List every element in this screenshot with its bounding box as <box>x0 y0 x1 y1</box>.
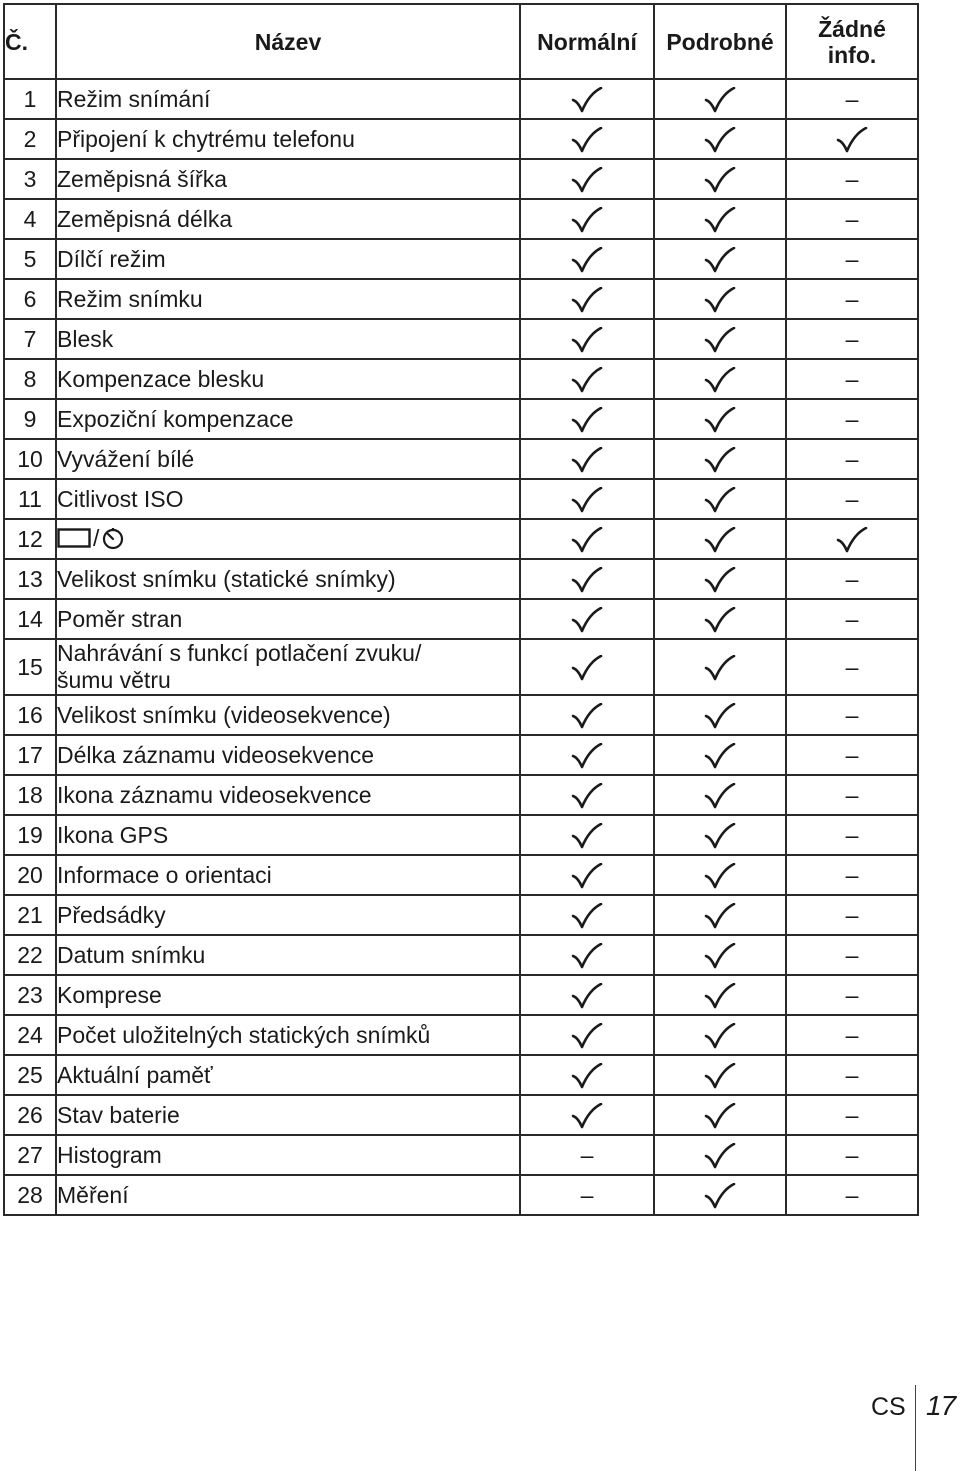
check-mark-icon <box>704 247 736 273</box>
check-mark-icon <box>571 743 603 769</box>
cell-number: 14 <box>4 599 56 639</box>
table-row <box>4 895 918 935</box>
cell-no-info <box>786 159 918 199</box>
check-mark-icon <box>571 447 603 473</box>
check-mark-icon <box>704 1063 736 1089</box>
dash-mark: – <box>845 862 859 888</box>
cell-detailed <box>654 735 786 775</box>
page-number: 17 <box>926 1390 956 1421</box>
dash-mark: – <box>845 982 859 1008</box>
check-mark-icon <box>571 1103 603 1129</box>
cell-name-line1: Nahrávání s funkcí potlačení zvuku/ <box>57 640 422 666</box>
table-row <box>4 599 918 639</box>
cell-normal <box>520 1055 654 1095</box>
check-mark-icon <box>571 943 603 969</box>
check-mark-icon <box>571 823 603 849</box>
cell-name: Velikost snímku (statické snímky) <box>56 559 520 599</box>
cell-detailed <box>654 159 786 199</box>
check-mark-icon <box>704 127 736 153</box>
dash-mark: – <box>845 286 859 312</box>
cell-name: Kompenzace blesku <box>56 359 520 399</box>
check-mark-icon <box>704 567 736 593</box>
cell-normal <box>520 695 654 735</box>
cell-number: 13 <box>4 559 56 599</box>
cell-no-info <box>786 639 918 695</box>
header-name: Název <box>56 4 520 79</box>
footer-divider <box>915 1385 916 1471</box>
check-mark-icon <box>571 207 603 233</box>
check-mark-icon <box>704 407 736 433</box>
header-detailed: Podrobné <box>654 4 786 79</box>
check-mark-icon <box>571 527 603 553</box>
cell-name: Počet uložitelných statických snímků <box>56 1015 520 1055</box>
cell-number: 24 <box>4 1015 56 1055</box>
cell-no-info <box>786 199 918 239</box>
dash-mark: – <box>845 86 859 112</box>
dash-mark: – <box>845 1102 859 1128</box>
table-row <box>4 639 918 695</box>
table-row <box>4 239 918 279</box>
check-mark-icon <box>571 1023 603 1049</box>
check-mark-icon <box>571 167 603 193</box>
table-row <box>4 439 918 479</box>
check-mark-icon <box>704 327 736 353</box>
table-row <box>4 1055 918 1095</box>
cell-normal <box>520 79 654 119</box>
cell-name: Histogram <box>56 1135 520 1175</box>
table-row <box>4 975 918 1015</box>
check-mark-icon <box>704 287 736 313</box>
cell-number: 25 <box>4 1055 56 1095</box>
cell-number: 28 <box>4 1175 56 1215</box>
cell-detailed <box>654 359 786 399</box>
check-mark-icon <box>571 567 603 593</box>
dash-mark: – <box>845 1142 859 1168</box>
cell-name: Expoziční kompenzace <box>56 399 520 439</box>
cell-name <box>56 639 520 695</box>
check-mark-icon <box>704 487 736 513</box>
cell-detailed <box>654 1175 786 1215</box>
cell-detailed <box>654 239 786 279</box>
table-row <box>4 199 918 239</box>
cell-name: Předsádky <box>56 895 520 935</box>
check-mark-icon <box>571 327 603 353</box>
check-mark-icon <box>704 1183 736 1209</box>
cell-no-info <box>786 479 918 519</box>
header-number: Č. <box>4 4 56 79</box>
check-mark-icon <box>571 127 603 153</box>
cell-number: 7 <box>4 319 56 359</box>
table-row <box>4 119 918 159</box>
cell-name: Velikost snímku (videosekvence) <box>56 695 520 735</box>
language-code: CS <box>871 1393 906 1421</box>
cell-no-info <box>786 279 918 319</box>
cell-normal <box>520 559 654 599</box>
cell-detailed <box>654 695 786 735</box>
check-mark-icon <box>704 655 736 681</box>
cell-normal <box>520 1135 654 1175</box>
drive-mode-icons <box>57 525 125 551</box>
cell-normal <box>520 855 654 895</box>
cell-detailed <box>654 1015 786 1055</box>
table-row <box>4 479 918 519</box>
table-row <box>4 359 918 399</box>
cell-name: Citlivost ISO <box>56 479 520 519</box>
cell-number: 1 <box>4 79 56 119</box>
cell-name: Ikona GPS <box>56 815 520 855</box>
check-mark-icon <box>704 983 736 1009</box>
check-mark-icon <box>704 1023 736 1049</box>
cell-number: 18 <box>4 775 56 815</box>
cell-detailed <box>654 775 786 815</box>
cell-normal <box>520 1095 654 1135</box>
cell-normal <box>520 439 654 479</box>
check-mark-icon <box>571 367 603 393</box>
cell-number: 3 <box>4 159 56 199</box>
table-row <box>4 79 918 119</box>
cell-normal <box>520 199 654 239</box>
cell-no-info <box>786 1015 918 1055</box>
check-mark-icon <box>704 903 736 929</box>
cell-normal <box>520 279 654 319</box>
cell-name: Zeměpisná délka <box>56 199 520 239</box>
table-row <box>4 935 918 975</box>
check-mark-icon <box>704 823 736 849</box>
cell-normal <box>520 519 654 559</box>
check-mark-icon <box>704 607 736 633</box>
check-mark-icon <box>836 527 868 553</box>
cell-no-info <box>786 119 918 159</box>
dash-mark: – <box>580 1182 594 1208</box>
table-row <box>4 1175 918 1215</box>
cell-number: 23 <box>4 975 56 1015</box>
cell-normal <box>520 479 654 519</box>
check-mark-icon <box>571 903 603 929</box>
dash-mark: – <box>845 606 859 632</box>
cell-normal <box>520 319 654 359</box>
table-row <box>4 279 918 319</box>
cell-no-info <box>786 975 918 1015</box>
single-frame-icon <box>57 528 91 548</box>
dash-mark: – <box>580 1142 594 1168</box>
table-row <box>4 695 918 735</box>
cell-name-line2: šumu větru <box>57 667 171 693</box>
header-normal: Normální <box>520 4 654 79</box>
table-row <box>4 815 918 855</box>
table-row <box>4 159 918 199</box>
cell-detailed <box>654 599 786 639</box>
cell-detailed <box>654 199 786 239</box>
cell-no-info <box>786 559 918 599</box>
check-mark-icon <box>571 487 603 513</box>
cell-detailed <box>654 279 786 319</box>
cell-normal <box>520 775 654 815</box>
cell-name: Vyvážení bílé <box>56 439 520 479</box>
cell-name: Režim snímání <box>56 79 520 119</box>
dash-mark: – <box>845 1182 859 1208</box>
cell-number: 17 <box>4 735 56 775</box>
cell-name: Délka záznamu videosekvence <box>56 735 520 775</box>
cell-name: Dílčí režim <box>56 239 520 279</box>
cell-no-info <box>786 935 918 975</box>
cell-number: 15 <box>4 639 56 695</box>
cell-no-info <box>786 1175 918 1215</box>
cell-normal <box>520 159 654 199</box>
check-mark-icon <box>571 655 603 681</box>
cell-normal <box>520 1175 654 1215</box>
dash-mark: – <box>845 654 859 680</box>
cell-name: Komprese <box>56 975 520 1015</box>
dash-mark: – <box>845 166 859 192</box>
check-mark-icon <box>704 167 736 193</box>
dash-mark: – <box>845 246 859 272</box>
dash-mark: – <box>845 822 859 848</box>
cell-no-info <box>786 735 918 775</box>
check-mark-icon <box>571 607 603 633</box>
check-mark-icon <box>571 863 603 889</box>
cell-normal <box>520 895 654 935</box>
cell-detailed <box>654 79 786 119</box>
check-mark-icon <box>571 783 603 809</box>
cell-normal <box>520 975 654 1015</box>
cell-normal <box>520 599 654 639</box>
table-row <box>4 1015 918 1055</box>
cell-no-info <box>786 855 918 895</box>
dash-mark: – <box>845 206 859 232</box>
check-mark-icon <box>704 863 736 889</box>
cell-number: 19 <box>4 815 56 855</box>
dash-mark: – <box>845 942 859 968</box>
display-info-table <box>3 3 919 1216</box>
cell-name: Aktuální paměť <box>56 1055 520 1095</box>
cell-detailed <box>654 119 786 159</box>
check-mark-icon <box>704 527 736 553</box>
check-mark-icon <box>571 287 603 313</box>
header-no-info-line2: info. <box>827 41 877 68</box>
cell-detailed <box>654 1135 786 1175</box>
cell-number: 6 <box>4 279 56 319</box>
cell-number: 2 <box>4 119 56 159</box>
cell-no-info <box>786 319 918 359</box>
dash-mark: – <box>845 902 859 928</box>
cell-name <box>56 519 520 559</box>
dash-mark: – <box>845 326 859 352</box>
cell-no-info <box>786 815 918 855</box>
cell-number: 12 <box>4 519 56 559</box>
cell-no-info <box>786 1055 918 1095</box>
cell-detailed <box>654 439 786 479</box>
dash-mark: – <box>845 1062 859 1088</box>
cell-normal <box>520 815 654 855</box>
cell-number: 10 <box>4 439 56 479</box>
header-row <box>4 4 918 79</box>
cell-no-info <box>786 1135 918 1175</box>
cell-number: 22 <box>4 935 56 975</box>
cell-normal <box>520 735 654 775</box>
cell-number: 16 <box>4 695 56 735</box>
cell-normal <box>520 399 654 439</box>
cell-no-info <box>786 239 918 279</box>
icon-separator: / <box>93 525 100 551</box>
table-row <box>4 1135 918 1175</box>
cell-name: Stav baterie <box>56 1095 520 1135</box>
cell-no-info <box>786 775 918 815</box>
cell-detailed <box>654 639 786 695</box>
cell-name: Poměr stran <box>56 599 520 639</box>
table-row <box>4 775 918 815</box>
cell-number: 27 <box>4 1135 56 1175</box>
cell-detailed <box>654 935 786 975</box>
check-mark-icon <box>571 983 603 1009</box>
cell-normal <box>520 239 654 279</box>
cell-no-info <box>786 439 918 479</box>
cell-detailed <box>654 855 786 895</box>
cell-name: Připojení k chytrému telefonu <box>56 119 520 159</box>
cell-number: 20 <box>4 855 56 895</box>
check-mark-icon <box>704 87 736 113</box>
header-no-info <box>786 4 918 79</box>
cell-normal <box>520 639 654 695</box>
cell-number: 9 <box>4 399 56 439</box>
cell-name: Zeměpisná šířka <box>56 159 520 199</box>
cell-number: 4 <box>4 199 56 239</box>
cell-detailed <box>654 399 786 439</box>
dash-mark: – <box>845 1022 859 1048</box>
dash-mark: – <box>845 782 859 808</box>
cell-number: 26 <box>4 1095 56 1135</box>
cell-no-info <box>786 695 918 735</box>
cell-number: 11 <box>4 479 56 519</box>
cell-detailed <box>654 519 786 559</box>
table-row <box>4 735 918 775</box>
check-mark-icon <box>836 127 868 153</box>
check-mark-icon <box>704 207 736 233</box>
check-mark-icon <box>571 407 603 433</box>
cell-name: Režim snímku <box>56 279 520 319</box>
table-row <box>4 855 918 895</box>
dash-mark: – <box>845 742 859 768</box>
check-mark-icon <box>704 743 736 769</box>
cell-no-info <box>786 399 918 439</box>
cell-no-info <box>786 1095 918 1135</box>
check-mark-icon <box>704 943 736 969</box>
cell-number: 8 <box>4 359 56 399</box>
cell-name: Měření <box>56 1175 520 1215</box>
check-mark-icon <box>571 1063 603 1089</box>
table-row <box>4 519 918 559</box>
cell-normal <box>520 119 654 159</box>
cell-normal <box>520 935 654 975</box>
check-mark-icon <box>571 247 603 273</box>
dash-mark: – <box>845 702 859 728</box>
table-row <box>4 559 918 599</box>
header-no-info-line1: Žádné <box>818 15 886 42</box>
cell-detailed <box>654 815 786 855</box>
cell-no-info <box>786 599 918 639</box>
check-mark-icon <box>704 447 736 473</box>
cell-no-info <box>786 359 918 399</box>
cell-no-info <box>786 79 918 119</box>
table-row <box>4 399 918 439</box>
cell-detailed <box>654 975 786 1015</box>
table-row <box>4 1095 918 1135</box>
cell-detailed <box>654 479 786 519</box>
table-row <box>4 319 918 359</box>
cell-detailed <box>654 1095 786 1135</box>
check-mark-icon <box>704 703 736 729</box>
check-mark-icon <box>571 703 603 729</box>
self-timer-icon <box>101 526 125 550</box>
cell-number: 21 <box>4 895 56 935</box>
cell-no-info <box>786 519 918 559</box>
cell-detailed <box>654 559 786 599</box>
cell-no-info <box>786 895 918 935</box>
dash-mark: – <box>845 486 859 512</box>
cell-name: Datum snímku <box>56 935 520 975</box>
dash-mark: – <box>845 366 859 392</box>
cell-name: Ikona záznamu videosekvence <box>56 775 520 815</box>
cell-normal <box>520 1015 654 1055</box>
check-mark-icon <box>571 87 603 113</box>
cell-normal <box>520 359 654 399</box>
cell-name: Blesk <box>56 319 520 359</box>
check-mark-icon <box>704 783 736 809</box>
cell-detailed <box>654 1055 786 1095</box>
cell-number: 5 <box>4 239 56 279</box>
check-mark-icon <box>704 367 736 393</box>
cell-detailed <box>654 319 786 359</box>
check-mark-icon <box>704 1103 736 1129</box>
check-mark-icon <box>704 1143 736 1169</box>
dash-mark: – <box>845 406 859 432</box>
cell-detailed <box>654 895 786 935</box>
dash-mark: – <box>845 566 859 592</box>
dash-mark: – <box>845 446 859 472</box>
cell-name: Informace o orientaci <box>56 855 520 895</box>
